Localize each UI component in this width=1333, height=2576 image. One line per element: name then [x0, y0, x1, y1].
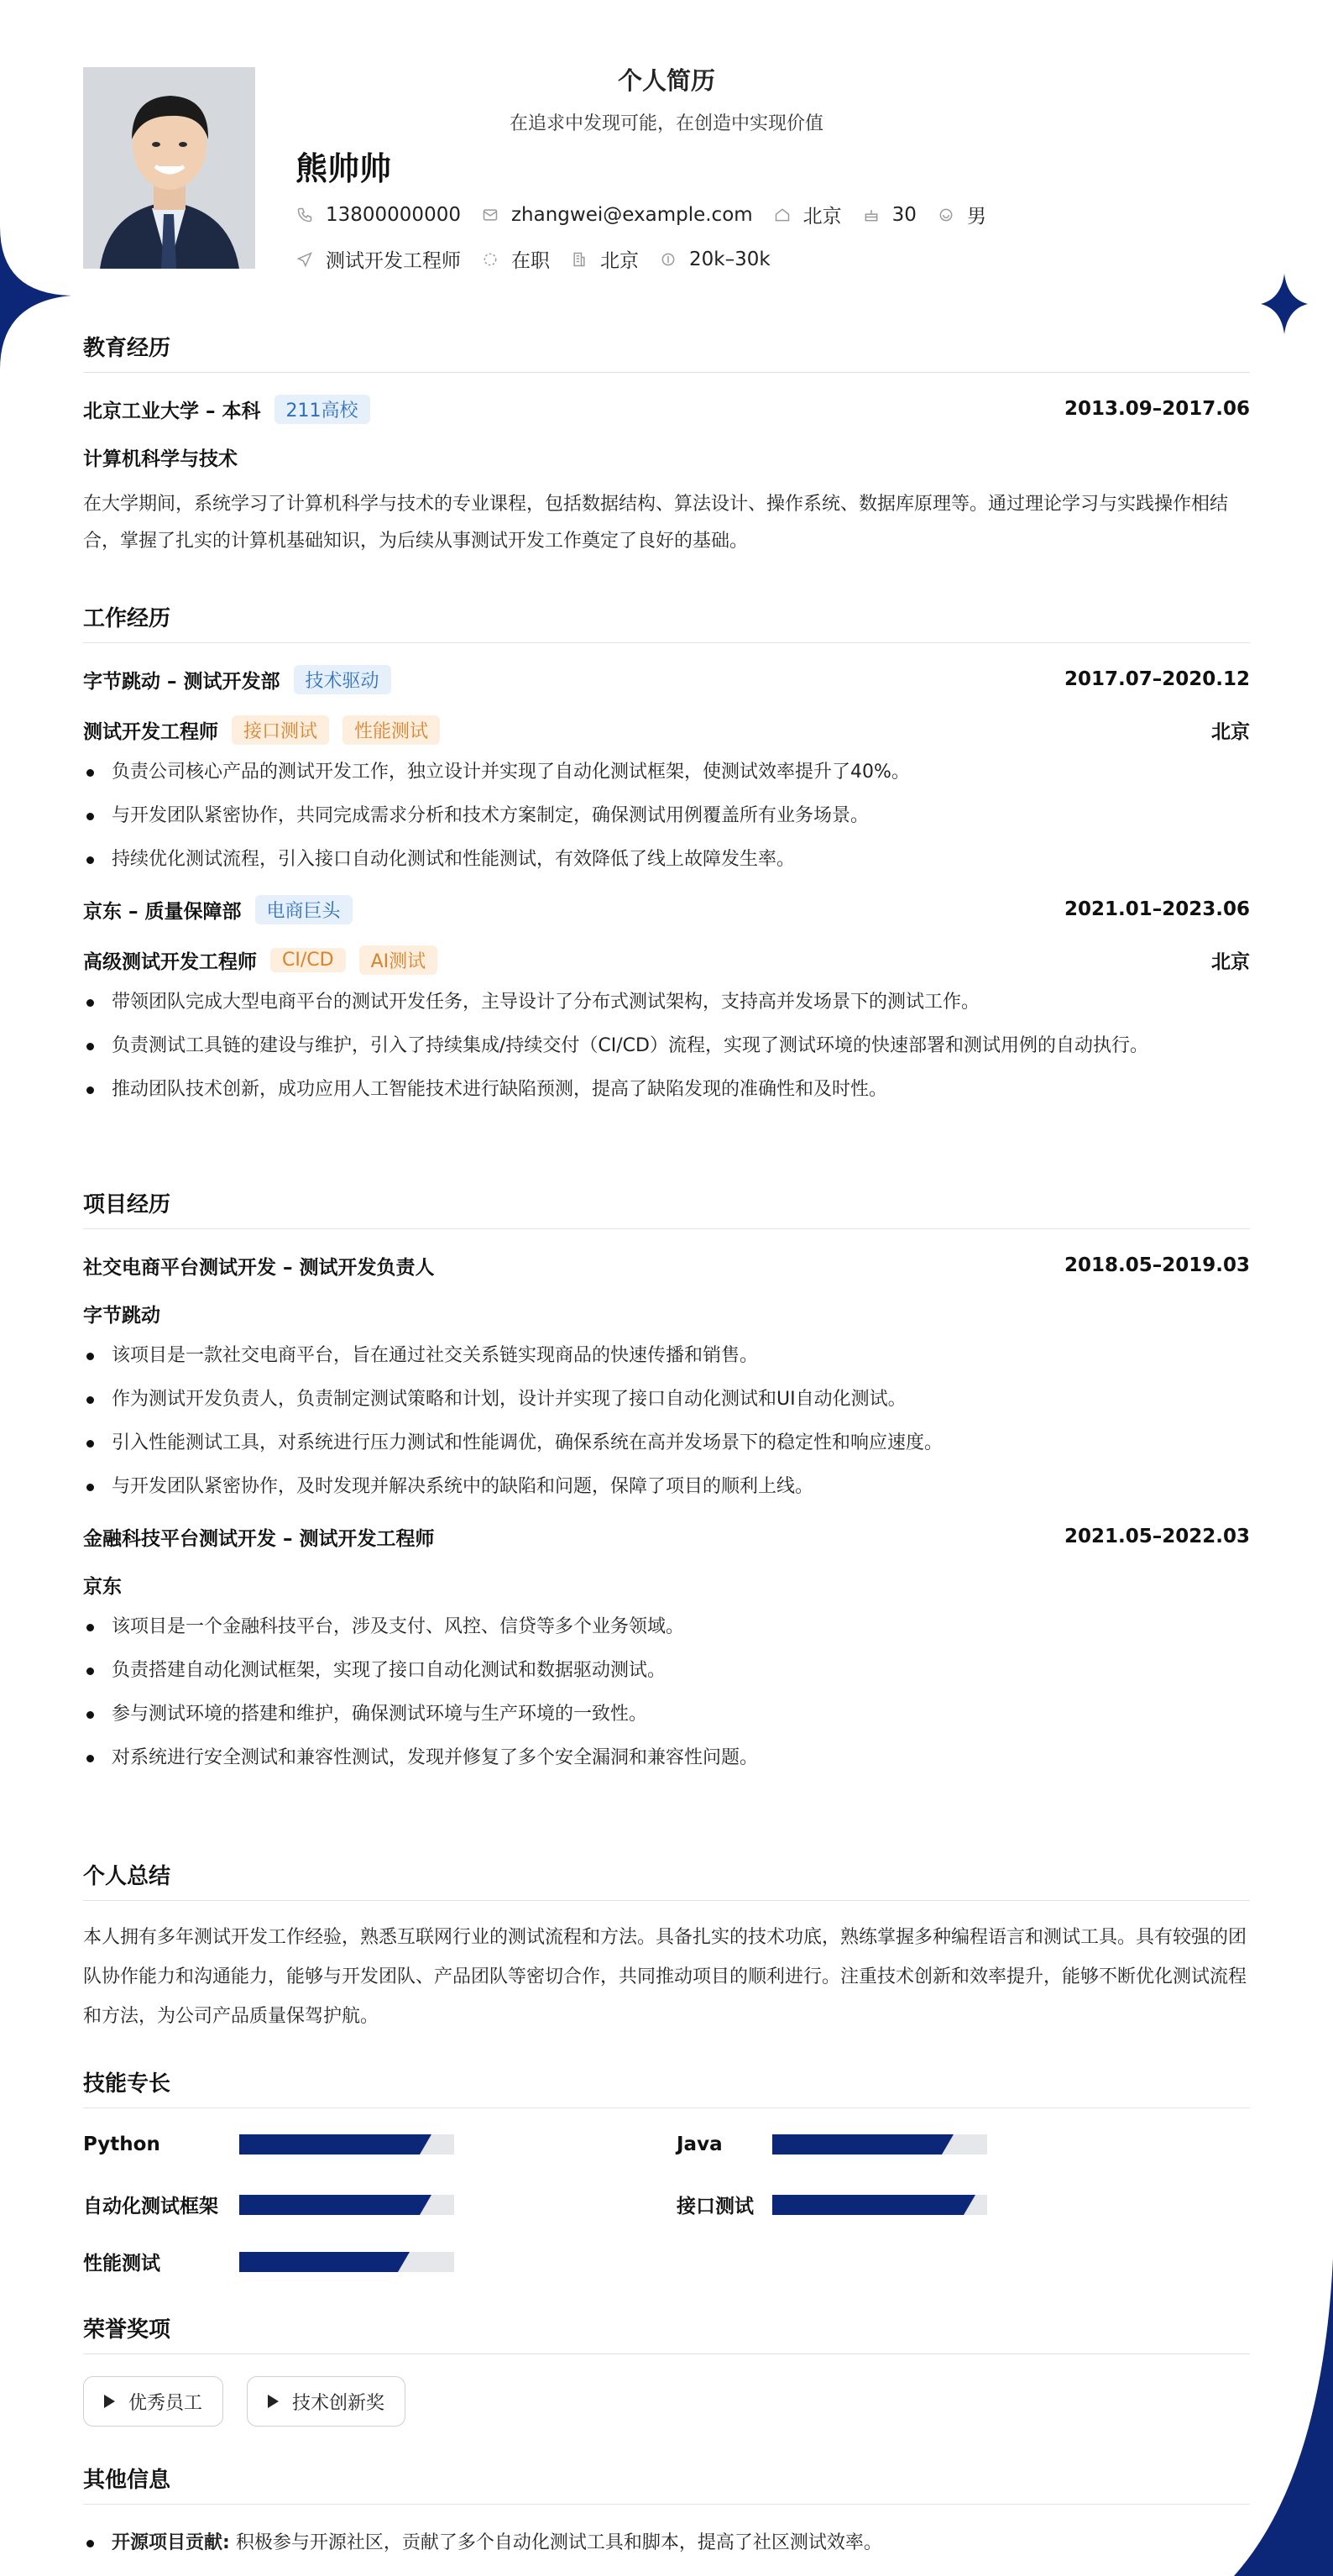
section-title: 个人总结	[83, 1859, 1250, 1901]
awards-section	[83, 2312, 1250, 2354]
project-name: 金融科技平台测试开发 – 测试开发工程师	[83, 1527, 435, 1550]
skill-name: Python	[83, 2134, 160, 2155]
job-bullets	[83, 751, 1250, 882]
phone-icon	[295, 206, 314, 224]
job-intent-row	[295, 245, 791, 273]
skill-bar	[239, 2195, 454, 2215]
city-text: 北京	[600, 250, 639, 272]
email-item	[481, 204, 753, 226]
skill-item	[677, 2134, 987, 2155]
job-entry	[83, 895, 1250, 1112]
section-title: 技能专长	[83, 2066, 1250, 2108]
contact-info-row	[295, 201, 1006, 228]
education-desc: 在大学期间，系统学习了计算机科学与技术的专业课程，包括数据结构、算法设计、操作系统、数据库原理等。通过理论学习与实践操作相结合，掌握了扎实的计算机基础知识，为后续从事测试开发工作奠定了良好的基础。	[83, 494, 1229, 552]
job-bullets	[83, 981, 1250, 1112]
role-tag: 性能测试	[342, 715, 440, 745]
status-icon	[481, 250, 499, 269]
list-item: 该项目是一个金融科技平台，涉及支付、风控、信贷等多个业务领域。	[83, 1605, 1250, 1649]
company-name: 京东 – 质量保障部	[83, 900, 242, 923]
list-item: 持续优化测试流程，引入接口自动化测试和性能测试，有效降低了线上故障发生率。	[83, 838, 1250, 882]
other-text: 积极参与开源社区，贡献了多个自动化测试工具和脚本，提高了社区测试效率。	[235, 2532, 882, 2553]
work-section	[83, 601, 1250, 1112]
left-wave-decoration	[0, 227, 71, 369]
company-name: 字节跳动 – 测试开发部	[83, 670, 280, 693]
role-tag: CI/CD	[270, 948, 346, 972]
document-title: 个人简历	[617, 66, 715, 95]
project-head	[83, 1251, 1250, 1280]
avatar	[83, 67, 255, 269]
email-text: zhangwei@example.com	[510, 203, 753, 226]
projects-section	[83, 1187, 1250, 1780]
education-date: 2013.09–2017.06	[1064, 398, 1250, 420]
skills-section	[83, 2066, 1250, 2108]
section-title: 其他信息	[83, 2463, 1250, 2505]
school-name: 北京工业大学 – 本科	[83, 400, 261, 422]
list-item	[83, 2521, 1250, 2565]
project-head	[83, 1522, 1250, 1551]
skill-bar-fill	[772, 2195, 964, 2215]
school-tag: 211高校	[274, 395, 370, 424]
list-item: 引入性能测试工具，对系统进行压力测试和性能调优，确保系统在高并发场景下的稳定性和响应速度。	[83, 1422, 1250, 1465]
list-item: 与开发团队紧密协作，及时发现并解决系统中的缺陷和问题，保障了项目的顺利上线。	[83, 1465, 1250, 1509]
gender-item	[937, 201, 986, 228]
other-section	[83, 2463, 1250, 2565]
skill-bar-fill	[772, 2134, 942, 2155]
role-head	[83, 945, 1250, 974]
project-date: 2021.05–2022.03	[1064, 1526, 1250, 1547]
list-item: 推动团队技术创新，成功应用人工智能技术进行缺陷预测，提高了缺陷发现的准确性和及时性。	[83, 1068, 1250, 1112]
list-item: 负责测试工具链的建设与维护，引入了持续集成/持续交付（CI/CD）流程，实现了测试环境的快速部署和测试用例的自动执行。	[83, 1024, 1250, 1068]
gender-icon	[937, 206, 955, 224]
section-title: 工作经历	[83, 601, 1250, 643]
other-label: 开源项目贡献:	[112, 2532, 230, 2553]
money-icon	[659, 250, 677, 269]
job-date: 2021.01–2023.06	[1064, 898, 1250, 920]
skill-item	[677, 2191, 987, 2218]
phone-item	[295, 204, 461, 226]
project-org: 字节跳动	[83, 1305, 160, 1327]
job-entry	[83, 665, 1250, 882]
job-date: 2017.07–2020.12	[1064, 668, 1250, 690]
building-icon	[570, 250, 588, 269]
city-item	[570, 245, 639, 273]
role-head	[83, 715, 1250, 744]
skill-item	[83, 2191, 454, 2218]
project-bullets	[83, 1605, 1250, 1780]
job-city: 北京	[1211, 950, 1250, 973]
section-title: 项目经历	[83, 1187, 1250, 1229]
award-label: 优秀员工	[128, 2392, 203, 2414]
list-item: 负责公司核心产品的测试开发工作，独立设计并实现了自动化测试框架，使测试效率提升了40%。	[83, 751, 1250, 794]
role-name: 测试开发工程师	[83, 720, 218, 743]
list-item: 与开发团队紧密协作，共同完成需求分析和技术方案制定，确保测试用例覆盖所有业务场景。	[83, 794, 1250, 838]
skill-item	[83, 2134, 454, 2155]
section-title: 荣誉奖项	[83, 2312, 1250, 2354]
project-name: 社交电商平台测试开发 – 测试开发负责人	[83, 1256, 435, 1279]
list-item: 作为测试开发负责人，负责制定测试策略和计划，设计并实现了接口自动化测试和UI自动化测试。	[83, 1378, 1250, 1422]
list-item: 对系统进行安全测试和兼容性测试，发现并修复了多个安全漏洞和兼容性问题。	[83, 1736, 1250, 1780]
award-label: 技术创新奖	[292, 2392, 385, 2414]
role-name: 高级测试开发工程师	[83, 950, 257, 973]
summary-section	[83, 1859, 1250, 2036]
education-head	[83, 395, 1250, 423]
location-item	[773, 201, 842, 228]
skill-bar-fill	[239, 2134, 420, 2155]
cake-icon	[862, 206, 881, 224]
award-chip[interactable]	[247, 2376, 405, 2427]
play-icon	[104, 2395, 115, 2408]
salary-item	[659, 249, 771, 270]
section-title: 教育经历	[83, 331, 1250, 373]
skill-name: 自动化测试框架	[83, 2196, 218, 2217]
skill-bar	[239, 2134, 454, 2155]
company-tag: 技术驱动	[294, 665, 391, 694]
project-date: 2018.05–2019.03	[1064, 1254, 1250, 1276]
skill-bar	[772, 2195, 987, 2215]
sparkle-star-icon	[1261, 274, 1308, 334]
summary-text: 本人拥有多年测试开发工作经验，熟悉互联网行业的测试流程和方法。具备扎实的技术功底，熟练掌握多种编程语言和测试工具。具有较强的团队协作能力和沟通能力，能够与开发团队、产品团队等密切合作，共同推动项目的顺利进行。注重技术创新和效率提升，能够不断优化测试流程和方法，为公司产品质量保驾护航。	[83, 1927, 1247, 2027]
project-entry	[83, 1522, 1250, 1780]
candidate-name: 熊帅帅	[295, 150, 392, 187]
send-icon	[295, 250, 314, 269]
job-head	[83, 665, 1250, 694]
position-text: 测试开发工程师	[326, 250, 461, 272]
skill-name: Java	[677, 2134, 723, 2155]
job-head	[83, 895, 1250, 924]
status-item	[481, 245, 550, 273]
other-list	[83, 2521, 1250, 2565]
home-icon	[773, 206, 792, 224]
mail-icon	[481, 206, 499, 224]
company-tag: 电商巨头	[255, 895, 353, 924]
skill-bar-fill	[239, 2195, 420, 2215]
list-item: 带领团队完成大型电商平台的测试开发任务，主导设计了分布式测试架构，支持高并发场景下的测试工作。	[83, 981, 1250, 1024]
phone-text: 13800000000	[326, 203, 461, 226]
education-section	[83, 331, 1250, 560]
skill-name: 接口测试	[677, 2196, 754, 2217]
skill-item	[83, 2248, 454, 2275]
role-tag: 接口测试	[232, 715, 329, 745]
job-city: 北京	[1211, 720, 1250, 743]
gender-text: 男	[966, 206, 986, 228]
role-tag: AI测试	[359, 945, 438, 975]
list-item: 负责搭建自动化测试框架，实现了接口自动化测试和数据驱动测试。	[83, 1649, 1250, 1693]
award-chip[interactable]	[83, 2376, 223, 2427]
major: 计算机科学与技术	[83, 448, 238, 470]
salary-text: 20k–30k	[689, 248, 771, 270]
skill-name: 性能测试	[83, 2253, 160, 2275]
slogan: 在追求中发现可能，在创造中实现价值	[509, 113, 823, 134]
project-entry	[83, 1251, 1250, 1509]
list-item: 该项目是一款社交电商平台，旨在通过社交关系链实现商品的快速传播和销售。	[83, 1334, 1250, 1378]
play-icon	[268, 2395, 279, 2408]
skill-bar-fill	[239, 2252, 398, 2272]
age-item	[862, 204, 917, 226]
project-org: 京东	[83, 1576, 122, 1598]
age-text: 30	[891, 203, 917, 226]
project-bullets	[83, 1334, 1250, 1509]
status-text: 在职	[511, 250, 550, 272]
list-item: 参与测试环境的搭建和维护，确保测试环境与生产环境的一致性。	[83, 1693, 1250, 1736]
position-item	[295, 245, 461, 273]
skill-bar	[239, 2252, 454, 2272]
location-text: 北京	[802, 206, 842, 228]
skill-bar	[772, 2134, 987, 2155]
